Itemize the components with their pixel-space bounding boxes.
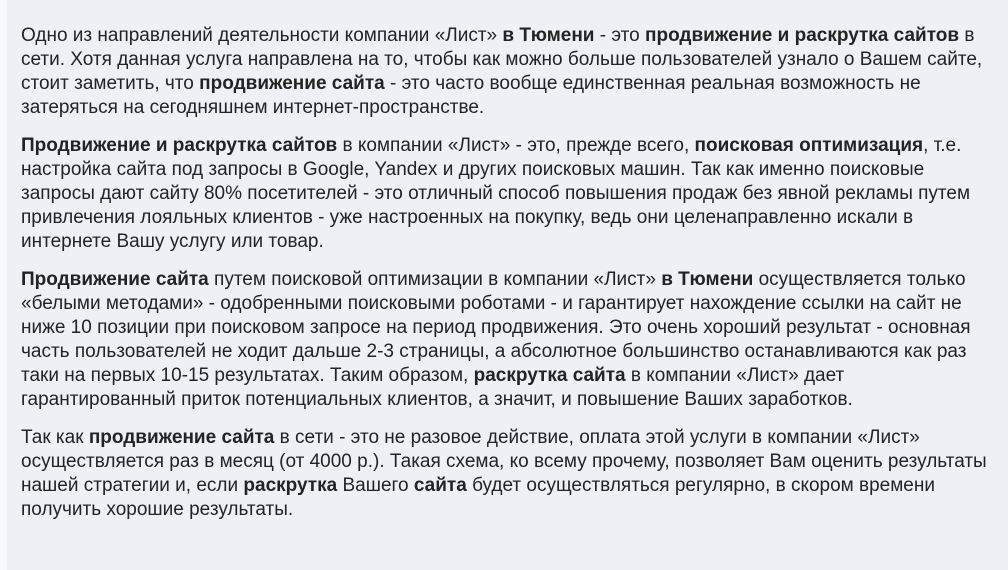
text-run: Вашего	[337, 475, 414, 496]
text-run: - это	[594, 25, 645, 46]
paragraph-4	[21, 426, 996, 522]
text-run: осуществляется только «белыми методами» - одобренными поисковыми роботами - и гарантирует нахождение ссылки на сайт не ниже 10 позиции при поисковом запросе на период продвижения. Это очень хороший результат - основная часть пользователей не ходит дальше 2-3 страницы, а абсолютное большинство останавливаются как раз таки на первых 10-15 результатах. Таким образом,	[21, 269, 971, 386]
text-run-bold: раскрутка	[243, 475, 338, 496]
text-run: в сети. Хотя данная услуга направлена на то, чтобы как можно больше пользователей узнало о Вашем сайте, стоит заметить, что	[21, 25, 983, 94]
text-run-bold: поисковая оптимизация	[694, 135, 924, 156]
paragraph-3	[21, 268, 996, 412]
text-run-bold: в Тюмени	[661, 269, 754, 290]
text-run: в компании «Лист» - это, прежде всего,	[337, 135, 695, 156]
text-run: в компании «Лист» дает гарантированный приток потенциальных клиентов, а значит, и повышение Ваших заработков.	[21, 365, 853, 410]
text-run-bold: продвижение и раскрутка сайтов	[644, 25, 960, 46]
text-run-bold: Продвижение и раскрутка сайтов	[21, 135, 338, 156]
text-run: , т.е. настройка сайта под запросы в Google, Yandex и других поисковых машин. Так как именно поисковые запросы дают сайту 80% посетителей - это отличный способ повышения продаж без явной рекламы путем привлечения лояльных клиентов - уже настроенных на покупку, ведь они целенаправленно искали в интернете Вашу услугу или товар.	[21, 135, 971, 252]
text-run-bold: Продвижение сайта	[21, 269, 209, 290]
text-run-bold: сайта	[413, 475, 467, 496]
text-run-bold: в Тюмени	[502, 25, 595, 46]
text-run-bold: продвижение сайта	[88, 427, 275, 448]
text-run-bold: раскрутка сайта	[473, 365, 626, 386]
paragraph-2	[21, 134, 996, 254]
text-run: в сети - это не разовое действие, оплата этой услуги в компании «Лист» осуществляется раз в месяц (от 4000 р.). Такая схема, ко всему прочему, позволяет Вам оценить результаты нашей стратегии и, если	[21, 427, 987, 496]
text-run: путем поисковой оптимизации в компании «Лист»	[208, 269, 662, 290]
left-gutter	[0, 0, 7, 570]
paragraph-1	[21, 24, 996, 120]
text-run-bold: продвижение сайта	[199, 73, 385, 94]
text-run: - это часто вообще единственная реальная возможность не затеряться на сегодняшнем интернет-пространстве.	[21, 73, 921, 118]
text-run: Одно из направлений деятельности компании «Лист»	[21, 25, 503, 46]
text-run: будет осуществляться регулярно, в скором времени получить хорошие результаты.	[21, 475, 935, 520]
text-run: Так как	[21, 427, 89, 448]
